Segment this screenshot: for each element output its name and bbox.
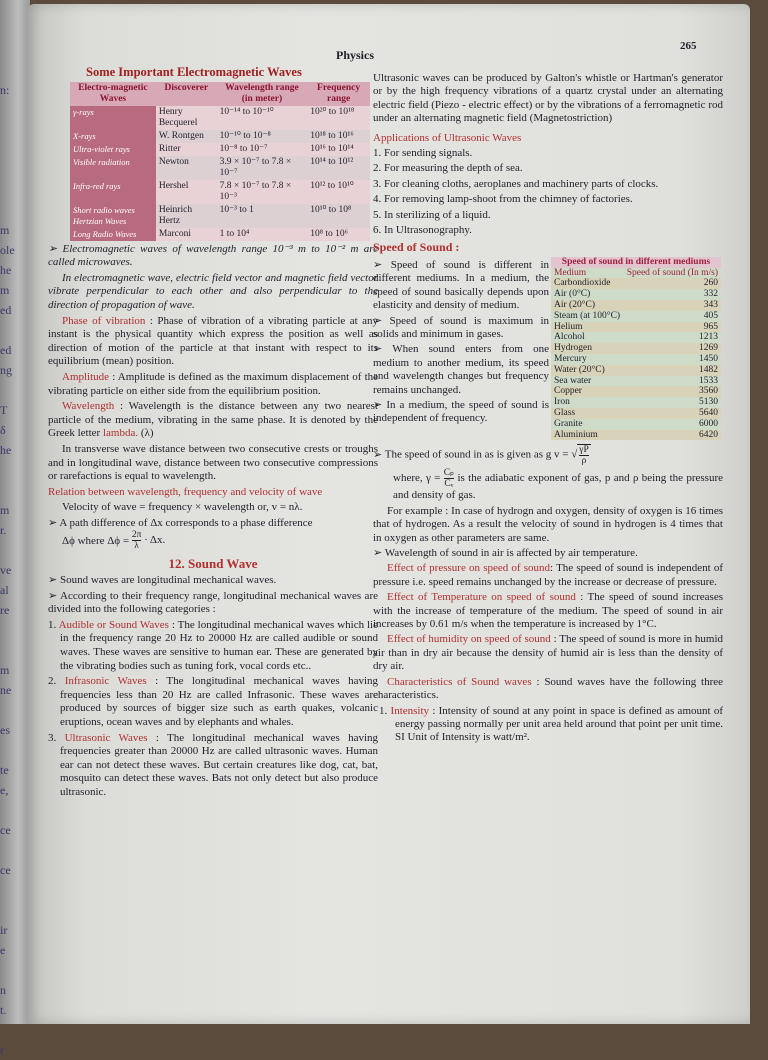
intensity-number: 1. <box>379 704 388 717</box>
table-row <box>551 322 721 333</box>
amplitude-text: : Amplitude is defined as the maximum displacement of the vibrating particle on either side from the equilibrium position. <box>48 370 379 397</box>
example-paragraph: For example : In case of hydrogn and oxygen, density of oxygen is 16 times that of hydrogen. As a result the velocity of sound in hydrogen is 4 times that in oxygen as other parameters are same. <box>373 504 723 544</box>
speed-cell: 1533 <box>623 376 721 387</box>
em-cell: Hershel <box>156 180 217 204</box>
category-infrasonic: 2. Infrasonic Waves : The longitudinal mechanical waves having frequencies less than 20 Hz are called Infrasonic. These waves are produced by sources of bigger size such as earth quakes, volcanic eruptions, ocean waves and by elephants and whales. <box>48 675 379 728</box>
gamma-fraction <box>444 468 454 489</box>
sound-bullet-1: ➢ Sound waves are longitudinal mechanical waves. <box>48 574 378 588</box>
em-cell: 10⁻¹⁰ to 10⁻⁸ <box>217 130 308 143</box>
em-wave-cell: Short radio waves Hertzian Waves <box>70 204 156 228</box>
speed-header-cell: Speed of sound (In m/s) <box>623 268 721 279</box>
table-row <box>70 156 370 180</box>
em-cell: 1 to 10⁴ <box>217 228 308 241</box>
em-table-title: Some Important Electromagnetic Waves <box>86 65 302 79</box>
where-text: where, γ = <box>393 472 441 485</box>
path-difference-paragraph <box>48 517 378 552</box>
speed-header-cell: Medium <box>551 268 623 279</box>
medium-cell: Sea water <box>551 376 623 387</box>
intensity-item <box>373 705 723 745</box>
em-vectors-paragraph: In electromagnetic wave, electric field vector and magnetic field vector vibrate perpendicular to each other and also perpendicular to the direction of propagation of wave. <box>48 271 378 311</box>
em-cell: 10²⁰ to 10¹⁸ <box>307 106 370 130</box>
left-column <box>48 66 378 802</box>
medium-cell: Alcohol <box>551 332 623 343</box>
medium-cell: Steam (at 100°C) <box>551 311 623 322</box>
list-item: 6. In Ultrasonography. <box>373 224 472 237</box>
list-item: 3. For cleaning cloths, aeroplanes and machinery parts of clocks. <box>373 177 659 190</box>
table-row <box>551 397 721 408</box>
list-item: 4. For removing lamp-shoot from the chimney of factories. <box>373 193 633 206</box>
em-cell: 10¹⁸ to 10¹⁶ <box>307 130 370 143</box>
speed-cell: 6000 <box>623 419 721 430</box>
previous-page-text: n: m ole he m ed ed ng T δ he m r. ve al re m ne es te e, ce ce ir e n t. r <box>0 83 15 1057</box>
em-cell: 10⁻³ to 1 <box>217 204 308 228</box>
speed-cell: 1269 <box>623 343 721 354</box>
em-cell: 10⁻⁸ to 10⁻⁷ <box>217 143 308 156</box>
intensity-text: : Intensity of sound at any point in space is defined as amount of energy passing normally per unit area held around that point per unit time. SI Unit of Intensity is watt/m². <box>395 704 723 744</box>
medium-cell: Granite <box>551 419 623 430</box>
em-wave-cell: γ-rays <box>70 106 156 130</box>
gas-formula-text: The speed of sound in as is given as g v = <box>384 448 569 461</box>
transverse-paragraph: In transverse wave distance between two consecutive crests or troughs and in longitudinal wave, distance between two consecutive compressions or rarefactions is equal to wavelength. <box>48 442 378 483</box>
velocity-formula: Velocity of wave = frequency × wavelength or, v = nλ. <box>62 501 303 514</box>
speed-cell: 332 <box>623 289 721 300</box>
em-cell: 10¹⁰ to 10⁸ <box>307 204 370 228</box>
wavelength-text: : Wavelength is the distance between any two nearest particle of the medium, vibrating in the same phase. It is denoted by the Greek letter <box>48 400 378 440</box>
characteristics-paragraph <box>373 676 723 703</box>
speed-cell: 965 <box>623 322 721 333</box>
sqrt-term <box>577 444 590 466</box>
pressure-paragraph <box>373 562 723 589</box>
em-cell: W. Rontgen <box>156 130 217 143</box>
em-header-cell: Wavelength range (in meter) <box>217 82 308 106</box>
table-row <box>551 300 721 311</box>
medium-cell: Copper <box>551 386 623 397</box>
amplitude-term: Amplitude <box>62 370 110 383</box>
table-row <box>551 408 721 419</box>
medium-cell: Water (20°C) <box>551 365 623 376</box>
em-wave-cell: Infra-red rays <box>70 180 156 204</box>
em-cell: Heinrich Hertz <box>156 204 217 228</box>
infrasonic-term: Infrasonic Waves <box>64 675 147 688</box>
gamma-definition <box>373 468 723 502</box>
em-header-cell: Electro-magnetic Waves <box>70 82 156 106</box>
lambda-symbol: (λ) <box>140 427 154 440</box>
em-wave-cell: Visible radiation <box>70 156 156 180</box>
medium-cell: Helium <box>551 322 623 333</box>
fraction-denominator: ρ <box>579 455 588 466</box>
path-difference-text: A path difference of Δx corresponds to a phase difference <box>59 516 313 529</box>
humidity-text: : The speed of sound is more in humid air than in dry air because the density of humid air is less than the density of dry air. <box>373 633 724 673</box>
table-row <box>551 365 721 376</box>
em-wave-cell: X-rays <box>70 130 156 143</box>
em-cell: 10¹⁴ to 10¹² <box>307 156 370 180</box>
table-row <box>551 343 721 354</box>
speed-cell: 1213 <box>623 332 721 343</box>
em-cell: 10¹² to 10¹⁰ <box>307 180 370 204</box>
table-row <box>70 204 370 228</box>
table-row <box>551 354 721 365</box>
em-wave-cell: Ultra-violet rays <box>70 143 156 156</box>
category-audible: 1. Audible or Sound Waves : The longitudinal mechanical waves which lie in the frequency range 20 Hz to 20000 Hz are called audible or sound waves. These waves are sensitive to human ear. These are generated by the vibrating bodies such as tuning fork, vocal cords etc.. <box>48 618 379 672</box>
em-cell: 10¹⁶ to 10¹⁴ <box>307 143 370 156</box>
lambda-word: lambda. <box>102 427 139 440</box>
speed-cell: 1482 <box>623 365 721 376</box>
pressure-term: Effect of pressure on speed of sound <box>387 562 551 575</box>
infrasonic-text: : The longitudinal mechanical waves having frequencies less than 20 Hz are called Infrasonic. These waves are produced by sources of bigger size such as earth quakes, volcanic eruptions, ocean waves and by elephants and whales. <box>60 675 379 728</box>
em-cell: 7.8 × 10⁻⁷ to 7.8 × 10⁻³ <box>217 180 308 204</box>
speed-bullet-1: ➢ Speed of sound is different in different mediums. In a medium, the speed of sound basically depends upon elasticity and density of medium. <box>373 259 549 313</box>
em-waves-table <box>70 82 370 241</box>
medium-cell: Air (20°C) <box>551 300 623 311</box>
speed-cell: 260 <box>623 278 721 289</box>
fraction-denominator: Cᵥ <box>444 479 454 490</box>
running-header: Physics <box>336 48 375 62</box>
speed-bullets <box>373 257 549 441</box>
table-row <box>551 289 721 300</box>
em-cell: Marconi <box>156 228 217 241</box>
microwaves-note: ➢ Electromagnetic waves of wavelength range 10⁻³ m to 10⁻² m are called microwaves. <box>48 243 378 270</box>
table-row <box>70 228 370 241</box>
em-cell: Ritter <box>156 143 217 156</box>
speed-cell: 343 <box>623 300 721 311</box>
gas-fraction <box>579 445 588 466</box>
table-row <box>551 332 721 343</box>
fraction-numerator: γP <box>579 445 589 456</box>
section-title: 12. Sound Wave <box>168 556 258 572</box>
em-cell: Newton <box>156 156 217 180</box>
medium-cell: Iron <box>551 397 623 408</box>
speed-table <box>551 257 721 441</box>
phase-term: Phase of vibration <box>62 314 146 327</box>
wavelength-term: Wavelength <box>62 400 115 413</box>
category-ultrasonic: 3. Ultrasonic Waves : The longitudinal mechanical waves having frequencies greater than 20000 Hz are called ultrasonic waves. Human ear can not detect these waves. But certain creatures like dog, cat, bat, mosquito can detect these waves. Bats not only detect but also produce ultrasonic. <box>48 731 379 798</box>
where-tail: is the adiabatic exponent of gas, p and ρ being the pressure and density of gas. <box>393 472 723 502</box>
relation-title: Relation between wavelength, frequency and velocity of wave <box>48 485 323 498</box>
fraction-numerator: Cₚ <box>443 468 455 479</box>
temperature-term: Effect of Temperature on speed of sound <box>387 591 576 604</box>
wavelength-paragraph <box>48 400 378 441</box>
medium-cell: Aluminium <box>551 430 623 441</box>
speed-table-caption-row <box>551 257 721 268</box>
speed-cell: 3560 <box>623 386 721 397</box>
speed-table-caption: Speed of sound in different mediums <box>551 257 721 268</box>
phase-difference-tail: · Δx. <box>144 534 166 547</box>
temperature-text: : The speed of sound increases with the increase of temperature of the medium. The speed of sound in air increases by 0.61 m/s when the temperature is increased by 1°C. <box>373 591 723 631</box>
em-header-cell: Discoverer <box>156 82 217 106</box>
list-item: 2. For measuring the depth of sea. <box>373 162 523 175</box>
list-item: 1. For sending signals. <box>373 147 473 160</box>
humidity-paragraph <box>373 633 723 673</box>
sound-bullet-2: ➢ According to their frequency range, longitudinal mechanical waves are divided into the following categories : <box>48 590 378 617</box>
ultrasonic-term: Ultrasonic Waves <box>64 731 148 744</box>
phase-text: : Phase of vibration of a vibrating particle at any instant is the physical quantity which express the position as well as direction of motion of the particle at that instant with respect to its equilibrium (mean) position. <box>48 314 379 368</box>
table-row <box>70 180 370 204</box>
speed-table-header-row <box>551 268 721 279</box>
speed-cell: 5130 <box>623 397 721 408</box>
pressure-text: : The speed of sound is independent of pressure i.e. speed remains unchanged by the increase or decrease of pressure. <box>373 562 723 588</box>
speed-bullet-3: ➢ When sound enters from one medium to another medium, its speed and wavelength changes but frequency remains unchanged. <box>373 343 549 397</box>
em-cell: 3.9 × 10⁻⁷ to 7.8 × 10⁻⁷ <box>217 156 308 180</box>
temperature-paragraph <box>373 591 723 631</box>
speed-cell: 6420 <box>623 430 721 441</box>
medium-cell: Mercury <box>551 354 623 365</box>
page-number: 265 <box>680 40 697 52</box>
em-wave-cell: Long Radio Waves <box>70 228 156 241</box>
audible-text: : The longitudinal mechanical waves which lie in the frequency range 20 Hz to 20000 Hz are called audible or sound waves. These waves are sensitive to human ear. These are generated by the vibrating bodies such as tuning fork, vocal cords etc.. <box>60 618 379 672</box>
em-cell: Henry Becquerel <box>156 106 217 130</box>
speed-cell: 1450 <box>623 354 721 365</box>
table-row <box>70 143 370 156</box>
previous-page-edge <box>0 0 30 1057</box>
right-column <box>373 70 723 747</box>
audible-term: Audible or Sound Waves <box>58 618 169 631</box>
ultrasonic-intro: Ultrasonic waves can be produced by Galton's whistle or Hartman's generator or by the high frequency vibrations of a quartz crystal under an alternating electric field (Piezo - electric effect) or by the vibrations of a ferromagnetic rod under an alternating magnetic field (Magnetostriction) <box>373 72 723 125</box>
table-row <box>551 430 721 441</box>
speed-title: Speed of Sound : <box>373 240 460 255</box>
table-row <box>551 311 721 322</box>
table-row <box>551 419 721 430</box>
speed-bullet-2: ➢ Speed of sound is maximum in solids and minimum in gases. <box>373 315 549 342</box>
amplitude-paragraph <box>48 371 378 398</box>
speed-cell: 405 <box>623 311 721 322</box>
medium-cell: Air (0°C) <box>551 289 623 300</box>
gas-speed-formula: ➢ The speed of sound in as is given as g v = √ $\frac{\gamma P}{\rho}$ <box>373 444 723 466</box>
medium-cell: Hydrogen <box>551 343 623 354</box>
fraction-numerator: 2π <box>131 530 142 541</box>
phase-fraction <box>132 530 142 551</box>
em-cell: 10⁸ to 10⁶ <box>307 228 370 241</box>
table-row <box>551 386 721 397</box>
table-row <box>551 376 721 387</box>
characteristics-term: Characteristics of Sound waves <box>387 675 532 688</box>
medium-cell: Glass <box>551 408 623 419</box>
characteristics-text: : Sound waves have the following three characteristics. <box>373 675 723 702</box>
applications-title: Applications of Ultrasonic Waves <box>373 131 522 144</box>
em-header-cell: Frequency range <box>307 82 370 106</box>
speed-bullet-4: ➢ In a medium, the speed of sound is independent of frequency. <box>373 399 549 426</box>
speed-section <box>373 257 723 441</box>
temperature-bullet: ➢ Wavelength of sound in air is affected by air temperature. <box>373 547 723 560</box>
phase-difference-text: Δϕ where Δϕ = <box>62 534 130 547</box>
em-cell: 10⁻¹⁴ to 10⁻¹⁰ <box>217 106 308 130</box>
speed-cell: 5640 <box>623 408 721 419</box>
humidity-term: Effect of humidity on speed of sound <box>387 633 551 646</box>
table-row <box>70 130 370 143</box>
table-row <box>551 278 721 289</box>
em-table-header-row <box>70 82 370 106</box>
intensity-term: Intensity <box>390 704 430 717</box>
ultrasonic-text: : The longitudinal mechanical waves having frequencies greater than 20000 Hz are called ultrasonic waves. Human ear can not detect these waves. But certain creatures like dog, cat, bat, mosquito can detect these waves. Bats not only detect but also produce ultrasonic. <box>60 731 379 798</box>
table-row <box>70 106 370 130</box>
phase-paragraph <box>48 315 378 369</box>
fraction-denominator: λ <box>132 540 142 551</box>
list-item: 5. In sterilizing of a liquid. <box>373 208 491 221</box>
book-page <box>28 4 750 1024</box>
medium-cell: Carbondioxide <box>551 278 623 289</box>
